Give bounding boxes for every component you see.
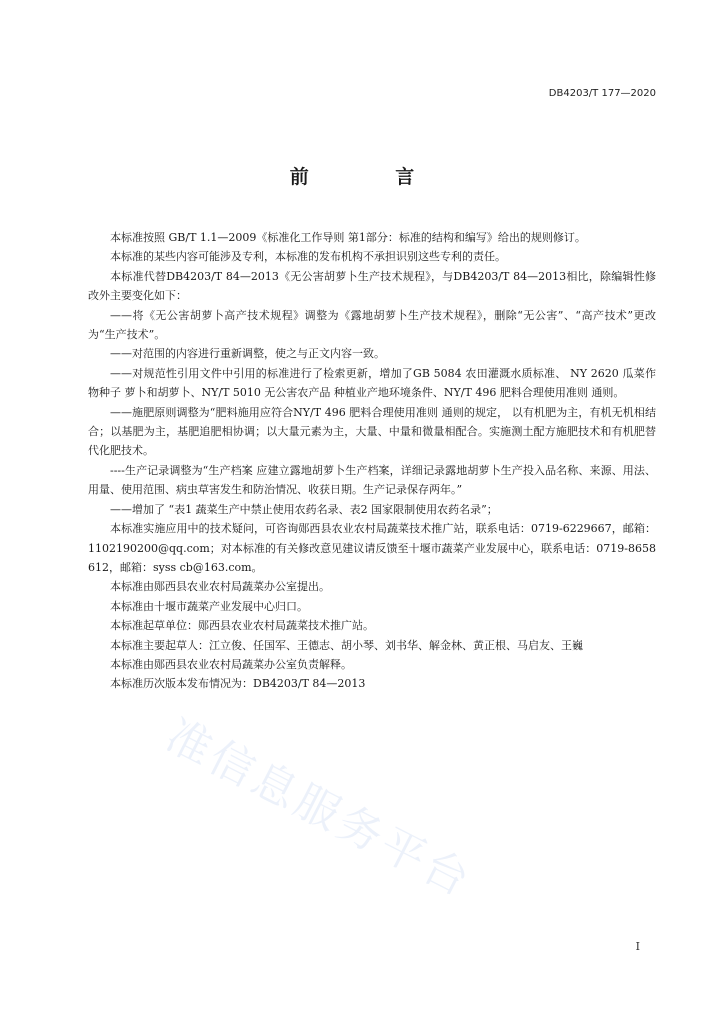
change-item: ——对规范性引用文件中引用的标准进行了检索更新，增加了GB 5084 农田灌溉水质标准、 NY 2620 瓜菜作物种子 萝卜和胡萝卜、NY/T 5010 无公害农产品 种植业产地环境条件、NY/T 496 肥料合理使用准则 通则。 <box>88 366 656 400</box>
paragraph: 本标准起草单位：郧西县农业农村局蔬菜技术推广站。 <box>110 619 374 633</box>
document-body <box>88 228 656 694</box>
change-item: ——将《无公害胡萝卜高产技术规程》调整为《露地胡萝卜生产技术规程》，删除“无公害”、“高产技术”更改为“生产技术”。 <box>88 308 656 342</box>
paragraph: 本标准历次版本发布情况为：DB4203/T 84—2013 <box>110 677 366 691</box>
watermark: 准信息服务平台 <box>157 709 481 908</box>
paragraph: 本标准由十堰市蔬菜产业发展中心归口。 <box>110 599 308 613</box>
paragraph: 本标准的某些内容可能涉及专利，本标准的发布机构不承担识别这些专利的责任。 <box>110 250 506 264</box>
page-title: 前 言 <box>289 166 455 188</box>
paragraph: 本标准代替DB4203/T 84—2013《无公害胡萝卜生产技术规程》，与DB4203/T 84—2013相比，除编辑性修改外主要变化如下： <box>88 269 656 303</box>
standard-code: DB4203/T 177—2020 <box>548 88 656 99</box>
change-item: ----生产记录调整为“生产档案 应建立露地胡萝卜生产档案，详细记录露地胡萝卜生产投入品名称、来源、用法、用量、使用范围、病虫草害发生和防治情况、收获日期。生产记录保存两年。” <box>88 463 656 497</box>
contact-paragraph: 本标准实施应用中的技术疑问，可咨询郧西县农业农村局蔬菜技术推广站，联系电话：0719-6229667，邮箱：1102190200@qq.com；对本标准的有关修改意见建议请反馈至十堰市蔬菜产业发展中心，联系电话：0719-8658612，邮箱：syss cb@163.com。 <box>88 522 656 574</box>
page-number: I <box>635 940 640 953</box>
change-item: ——增加了 “表1 蔬菜生产中禁止使用农药名录、表2 国家限制使用农药名录”； <box>110 502 498 516</box>
paragraph: 本标准由郧西县农业农村局蔬菜办公室负责解释。 <box>110 657 352 671</box>
drafters-paragraph: 本标准主要起草人：江立俊、任国军、王德志、胡小琴、刘书华、解金林、黄正根、马启友、王巍 <box>110 638 583 652</box>
change-item: ——对范围的内容进行重新调整，使之与正文内容一致。 <box>110 347 385 361</box>
change-item: ——施肥原则调整为“肥料施用应符合NY/T 496 肥料合理使用准则 通则的规定， 以有机肥为主，有机无机相结合；以基肥为主，基肥追肥相协调；以大量元素为主，大量、中量和微量相配合。实施测土配方施肥技术和有机肥替代化肥技术。 <box>88 405 656 458</box>
paragraph: 本标准由郧西县农业农村局蔬菜办公室提出。 <box>110 580 330 594</box>
paragraph: 本标准按照 GB/T 1.1—2009《标准化工作导则 第1部分：标准的结构和编写》给出的规则修订。 <box>110 231 586 244</box>
